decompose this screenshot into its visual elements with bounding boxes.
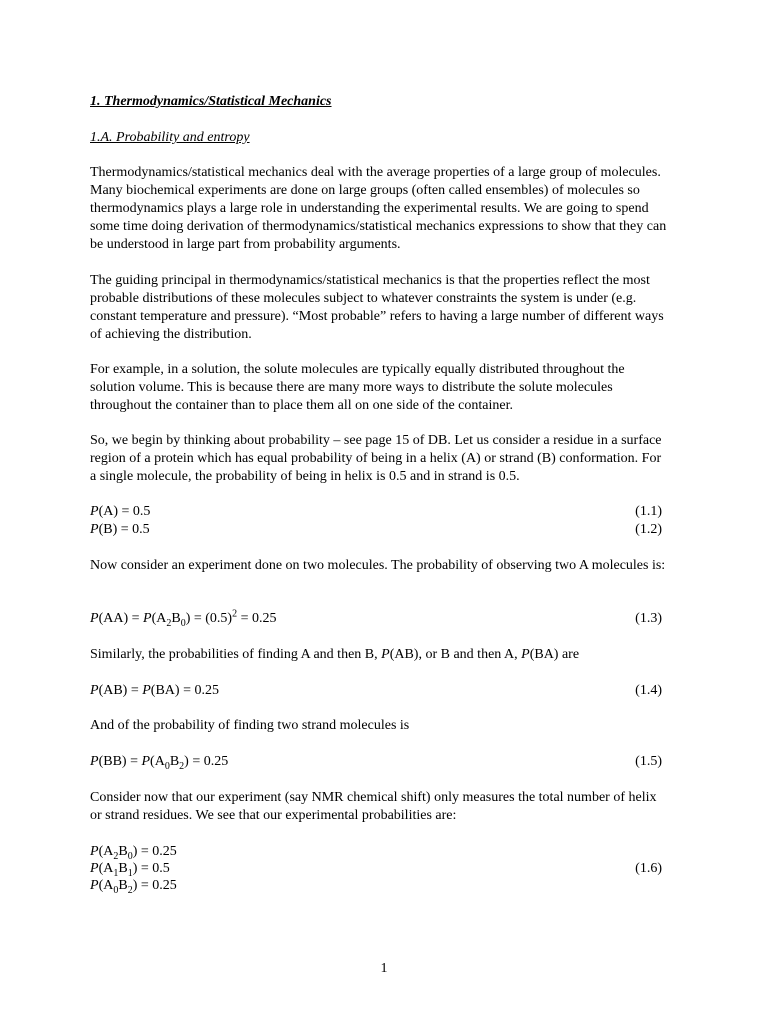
section-title: 1. Thermodynamics/Statistical Mechanics [90,94,332,109]
equation-1-2 [90,521,662,539]
paragraph-6: Similarly, the probabilities of finding A and then B, P(AB), or B and then A, P(BA) are [90,647,580,662]
equation-lhs: P(A) = 0.5 [90,504,151,519]
subsection-title: 1.A. Probability and entropy [90,130,250,145]
equation-lhs: P(AB) = P(BA) = 0.25 [90,683,219,698]
equation-number: (1.1) [635,504,662,519]
paragraph-7: And of the probability of finding two strand molecules is [90,718,410,733]
equation-1-5 [90,753,662,771]
paragraph-1: Thermodynamics/statistical mechanics deal with the average properties of a large group of molecules. Many biochemical experiments are done on large groups (often called ensembles) of molecules so thermodynamics plays a large role in understanding the experimental results. We are going to spend some time doing derivation of thermodynamics/statistical mechanics expressions to show that they can be understood in large part from probability arguments. [90,165,667,252]
equation-row: $P(A_2B_0) = 0.25$ [90,844,177,862]
equation-number: (1.6) [635,861,662,876]
equation-lhs: $P(BB) = P(A_0B_2) = 0.25$ [90,754,229,772]
equation-row: $P(A_1B_1) = 0.5$ [90,861,170,879]
equation-number: (1.3) [635,611,662,626]
equation-number: (1.5) [635,754,662,769]
paragraph-8: Consider now that our experiment (say NMR chemical shift) only measures the total number of helix or strand residues. We see that our experimental probabilities are: [90,790,657,823]
equation-number: (1.4) [635,683,662,698]
equation-row: $P(A_0B_2) = 0.25$ [90,878,177,896]
paragraph-2: The guiding principal in thermodynamics/statistical mechanics is that the properties reflect the most probable distributions of these molecules subject to whatever constraints the system is under (e.g. constant temperature and pressure). “Most probable” refers to having a large number of different ways of achieving the distribution. [90,273,664,342]
paragraph-3: For example, in a solution, the solute molecules are typically equally distributed throughout the solution volume. This is because there are many more ways to distribute the solute molecules throughout the container than to place them all on one side of the container. [90,362,625,413]
paragraph-4: So, we begin by thinking about probability – see page 15 of DB. Let us consider a residue in a surface region of a protein which has equal probability of being in a helix (A) or strand (B) conformation. For a single molecule, the probability of being in helix is 0.5 and in strand is 0.5. [90,433,662,484]
page-number: 1 [380,961,388,976]
equation-1-6 [90,843,662,894]
equation-1-1 [90,503,662,521]
equation-lhs: P(B) = 0.5 [90,522,150,537]
equation-1-4 [90,682,662,700]
equation-1-3 [90,610,662,628]
equation-lhs: $P(AA) = P(A_2B_0) = (0.5)^2 = 0.25$ [90,608,277,629]
equation-number: (1.2) [635,522,662,537]
paragraph-5: Now consider an experiment done on two molecules. The probability of observing two A molecules is: [90,558,666,573]
